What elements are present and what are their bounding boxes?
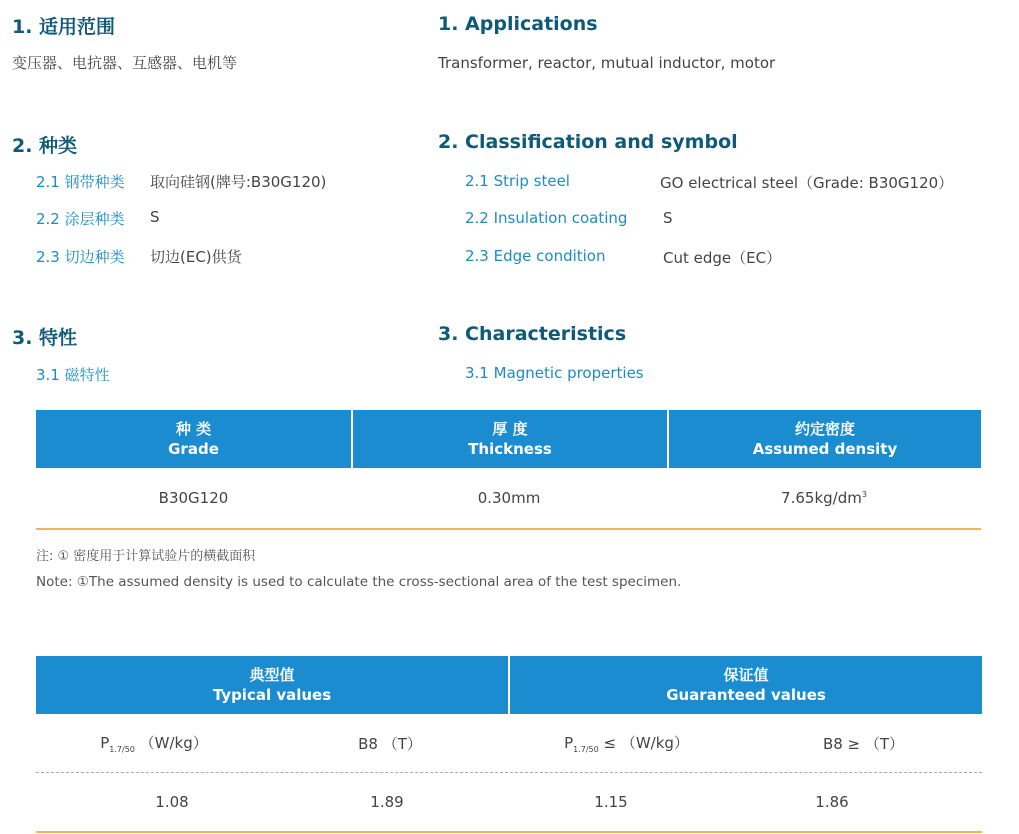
header-density-en: Assumed density: [752, 440, 898, 458]
subheader-row: [36, 714, 982, 773]
applications-text-en: Transformer, reactor, mutual inductor, motor: [438, 54, 776, 72]
magnetic-subtitle-en: 3.1 Magnetic properties: [465, 364, 644, 382]
guaranteed-p-unit: ≤ （W/kg）: [603, 734, 689, 752]
magnetic-table: [36, 656, 982, 833]
coating-value-en: S: [663, 209, 673, 227]
guaranteed-p-symbol: P: [564, 734, 574, 752]
density-table-header: [36, 410, 981, 468]
typical-loss-value: 1.08: [155, 793, 189, 811]
typical-p-unit: （W/kg）: [139, 734, 208, 752]
section-2-title-en: 2. Classification and symbol: [438, 131, 738, 153]
typical-loss-header: [36, 732, 272, 754]
table-row: [36, 773, 982, 833]
table-row: [36, 468, 981, 530]
coating-value-cn: S: [150, 208, 160, 226]
guaranteed-p-subscript: 1.7/50: [573, 745, 599, 754]
header-typical-cn: 典型值: [249, 666, 295, 684]
header-guaranteed: [508, 656, 982, 714]
note-en: Note: ①The assumed density is used to calculate the cross-sectional area of the test specimen.: [36, 574, 682, 590]
header-typical-en: Typical values: [212, 686, 332, 704]
density-table: [36, 410, 981, 530]
strip-steel-label-en: 2.1 Strip steel: [465, 172, 570, 190]
header-grade-en: Grade: [168, 440, 219, 458]
guaranteed-loss-value: 1.15: [594, 793, 628, 811]
header-density: [667, 410, 981, 468]
strip-steel-label-cn: 2.1 钢带种类: [36, 173, 125, 191]
typical-b8-value: 1.89: [370, 793, 404, 811]
strip-steel-value-cn: 取向硅钢(牌号:B30G120): [150, 173, 327, 191]
header-density-cn: 约定密度: [794, 420, 855, 438]
coating-label-cn: 2.2 涂层种类: [36, 210, 125, 228]
typical-b8-header: B8 （T）: [358, 734, 422, 753]
header-typical: [36, 656, 508, 714]
guaranteed-loss-header: [508, 732, 745, 754]
edge-value-en: Cut edge（EC）: [663, 249, 782, 267]
header-thickness-en: Thickness: [468, 440, 552, 458]
cell-density: [667, 489, 981, 507]
header-thickness: [351, 410, 667, 468]
density-value: 7.65kg/dm: [781, 489, 862, 507]
section-3-title-cn: 3. 特性: [12, 327, 78, 349]
strip-steel-value-en: GO electrical steel（Grade: B30G120）: [660, 174, 954, 192]
cell-grade: B30G120: [158, 489, 229, 507]
guaranteed-b8-header: B8 ≥ （T）: [822, 734, 905, 753]
section-2-title-cn: 2. 种类: [12, 135, 78, 157]
coating-label-en: 2.2 Insulation coating: [465, 209, 628, 227]
header-grade: [36, 410, 351, 468]
guaranteed-b8-value: 1.86: [815, 793, 849, 811]
section-1-title-en: 1. Applications: [438, 13, 598, 35]
edge-label-cn: 2.3 切边种类: [36, 248, 125, 266]
header-grade-cn: 种 类: [175, 420, 212, 438]
section-3-title-en: 3. Characteristics: [438, 323, 627, 345]
cell-thickness: 0.30mm: [477, 489, 541, 507]
section-1-title-cn: 1. 适用范围: [12, 16, 116, 38]
edge-value-cn: 切边(EC)供货: [150, 248, 242, 266]
density-superscript: 3: [861, 490, 867, 499]
header-thickness-cn: 厚 度: [492, 420, 528, 438]
magnetic-table-header: [36, 656, 982, 714]
magnetic-subtitle-cn: 3.1 磁特性: [36, 366, 110, 384]
edge-label-en: 2.3 Edge condition: [465, 247, 606, 265]
typical-p-subscript: 1.7/50: [109, 745, 135, 754]
header-guaranteed-en: Guaranteed values: [666, 686, 826, 704]
note-cn: 注: ① 密度用于计算试验片的横截面积: [36, 549, 256, 564]
header-guaranteed-cn: 保证值: [723, 666, 769, 684]
applications-text-cn: 变压器、电抗器、互感器、电机等: [12, 54, 238, 72]
typical-p-symbol: P: [100, 734, 110, 752]
